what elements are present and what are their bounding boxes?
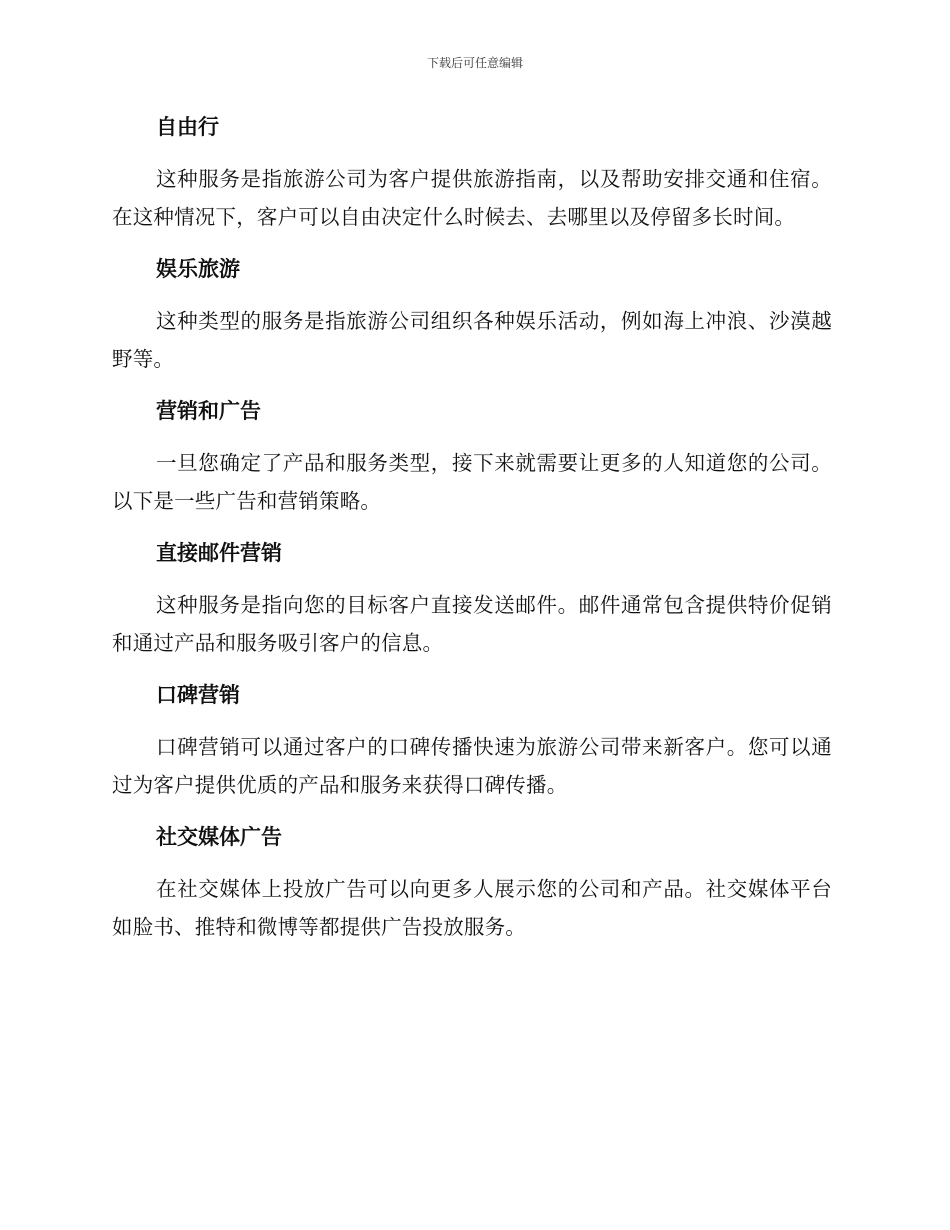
page-header: 下载后可任意编辑 <box>426 56 523 70</box>
section-entertainment-travel <box>112 252 832 378</box>
section-paragraph: 一旦您确定了产品和服务类型，接下来就需要让更多的人知道您的公司。以下是一些广告和营销策略。 <box>112 451 832 513</box>
document-content <box>112 110 832 962</box>
section-free-travel <box>112 110 832 236</box>
section-social-media-ads <box>112 820 832 946</box>
section-paragraph: 口碑营销可以通过客户的口碑传播快速为旅游公司带来新客户。您可以通过为客户提供优质的产品和服务来获得口碑传播。 <box>112 735 832 797</box>
section-heading: 营销和广告 <box>156 399 261 423</box>
section-paragraph: 在社交媒体上投放广告可以向更多人展示您的公司和产品。社交媒体平台如脸书、推特和微博等都提供广告投放服务。 <box>112 877 832 939</box>
section-heading: 直接邮件营销 <box>156 541 282 565</box>
section-paragraph: 这种类型的服务是指旅游公司组织各种娱乐活动，例如海上冲浪、沙漠越野等。 <box>112 309 832 371</box>
section-direct-mail <box>112 536 832 662</box>
section-marketing-and-ads <box>112 394 832 520</box>
section-heading: 自由行 <box>156 115 219 139</box>
section-heading: 口碑营销 <box>156 683 240 707</box>
section-paragraph: 这种服务是指向您的目标客户直接发送邮件。邮件通常包含提供特价促销和通过产品和服务吸引客户的信息。 <box>112 593 832 655</box>
section-heading: 娱乐旅游 <box>156 257 240 281</box>
section-word-of-mouth <box>112 678 832 804</box>
section-heading: 社交媒体广告 <box>156 825 282 849</box>
section-paragraph: 这种服务是指旅游公司为客户提供旅游指南，以及帮助安排交通和住宿。在这种情况下，客户可以自由决定什么时候去、去哪里以及停留多长时间。 <box>112 167 832 229</box>
